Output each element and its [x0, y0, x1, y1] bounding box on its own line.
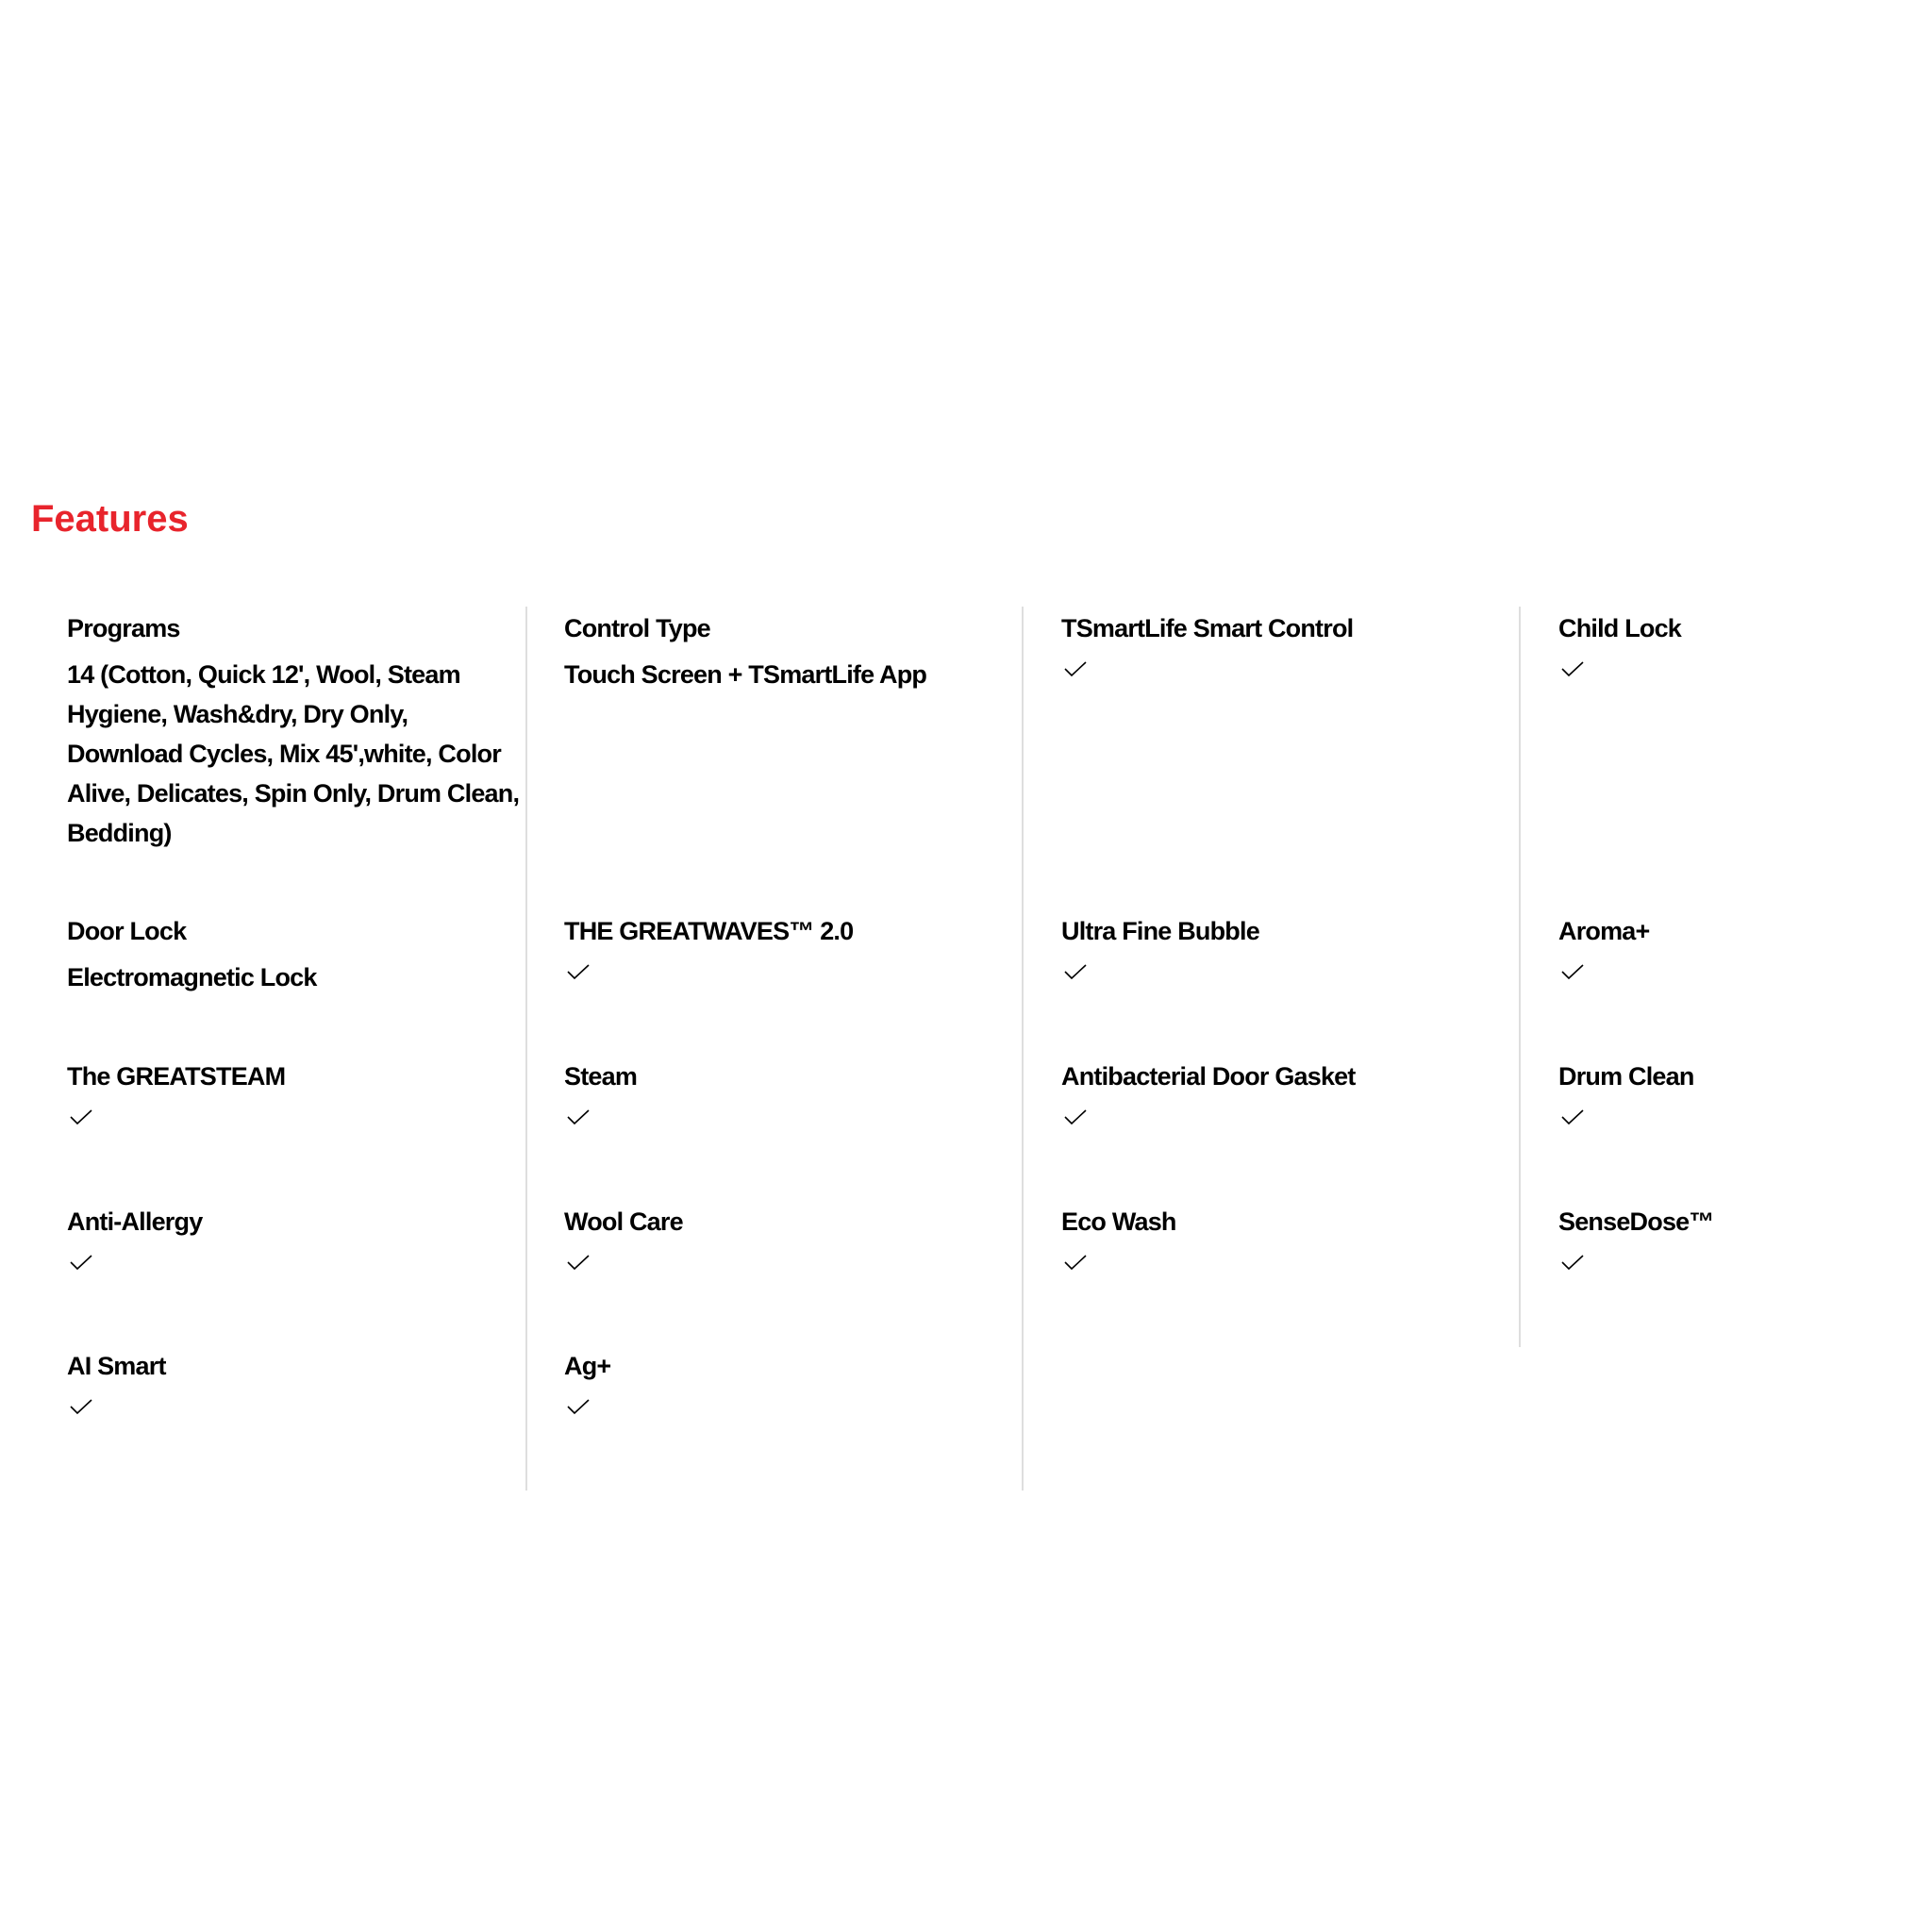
feature-the-greatsteam	[67, 1058, 529, 1131]
feature-label: THE GREATWAVES™ 2.0	[564, 917, 854, 945]
feature-tsmartlife-smart-control	[1061, 609, 1524, 683]
features-heading: Features	[31, 498, 189, 540]
feature-label: Control Type	[564, 614, 710, 642]
feature-label: Child Lock	[1558, 614, 1682, 642]
check-icon	[564, 1103, 592, 1131]
check-icon	[67, 1392, 95, 1421]
check-icon	[564, 1392, 592, 1421]
feature-antibacterial-door-gasket	[1061, 1058, 1524, 1131]
feature-anti-allergy	[67, 1203, 529, 1276]
check-icon	[67, 1103, 95, 1131]
feature-label: Anti-Allergy	[67, 1208, 203, 1236]
feature-label: TSmartLife Smart Control	[1061, 614, 1354, 642]
feature-label: Steam	[564, 1062, 638, 1091]
feature-label: Ag+	[564, 1352, 611, 1380]
feature-child-lock	[1558, 609, 1932, 683]
feature-steam	[564, 1058, 1026, 1131]
check-icon	[564, 1248, 592, 1276]
feature-value: 14 (Cotton, Quick 12', Wool, Steam Hygiene, Wash&dry, Dry Only, Download Cycles, Mix 45',white, Color Alive, Delicates, Spin Only, Drum Clean, Bedding)	[67, 660, 520, 847]
feature-programs	[67, 609, 529, 853]
feature-control-type	[564, 609, 1026, 694]
feature-value: Electromagnetic Lock	[67, 963, 317, 991]
feature-eco-wash	[1061, 1203, 1524, 1276]
check-icon	[1558, 958, 1587, 986]
feature-drum-clean	[1558, 1058, 1932, 1131]
feature-ai-smart	[67, 1347, 529, 1421]
check-icon	[1558, 1248, 1587, 1276]
check-icon	[1558, 1103, 1587, 1131]
feature-wool-care	[564, 1203, 1026, 1276]
feature-value: Touch Screen + TSmartLife App	[564, 660, 927, 689]
feature-label: AI Smart	[67, 1352, 166, 1380]
feature-door-lock	[67, 912, 529, 997]
feature-the-greatwaves	[564, 912, 1026, 986]
feature-label: Drum Clean	[1558, 1062, 1694, 1091]
feature-ag-plus	[564, 1347, 1026, 1421]
check-icon	[1558, 655, 1587, 683]
feature-label: Antibacterial Door Gasket	[1061, 1062, 1356, 1091]
feature-label: Aroma+	[1558, 917, 1650, 945]
feature-aroma-plus	[1558, 912, 1932, 986]
feature-label: The GREATSTEAM	[67, 1062, 286, 1091]
check-icon	[1061, 1103, 1090, 1131]
check-icon	[1061, 1248, 1090, 1276]
feature-label: Eco Wash	[1061, 1208, 1176, 1236]
check-icon	[67, 1248, 95, 1276]
feature-label: Ultra Fine Bubble	[1061, 917, 1259, 945]
check-icon	[1061, 655, 1090, 683]
feature-label: SenseDose™	[1558, 1208, 1714, 1236]
feature-sensedose	[1558, 1203, 1932, 1276]
feature-ultra-fine-bubble	[1061, 912, 1524, 986]
feature-label: Wool Care	[564, 1208, 683, 1236]
feature-label: Programs	[67, 614, 180, 642]
check-icon	[1061, 958, 1090, 986]
check-icon	[564, 958, 592, 986]
feature-label: Door Lock	[67, 917, 187, 945]
